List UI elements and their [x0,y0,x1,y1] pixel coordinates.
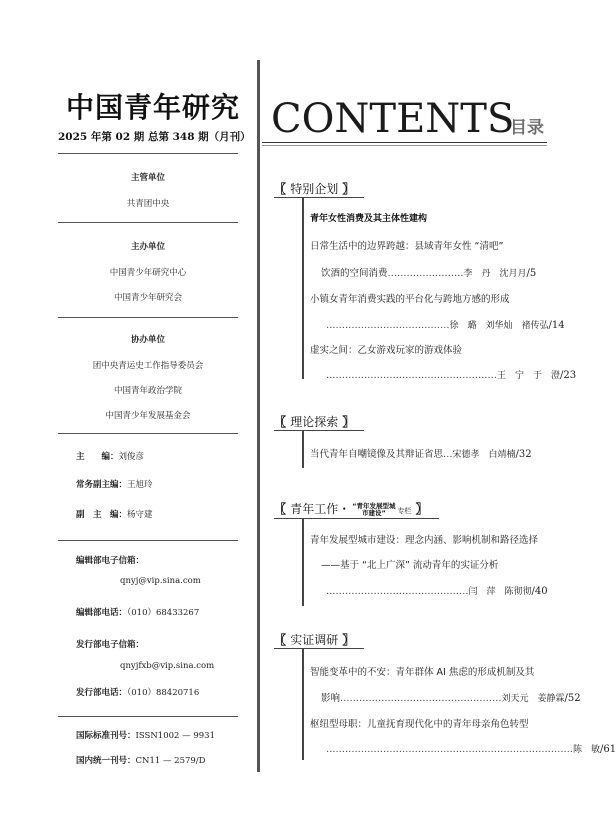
distribution-email[interactable]: qnyjfxb@vip.sina.com [120,661,215,671]
editor-value: 刘俊彦 [118,452,145,462]
section-title[interactable]: 〖 实证调研 〗 [274,633,355,647]
sponsor-label: 主办单位 [130,242,165,252]
section-rule [302,197,304,379]
co-sponsor-block [58,333,238,434]
sponsor-item: 中国青少年研究会 [113,293,182,303]
distribution-phone-value: （010）88420716 [127,688,200,698]
editor-label: 常务副主编： [76,480,128,490]
heading-rule [262,145,547,146]
distribution-email-label: 发行部电子信箱： [76,640,145,650]
distribution-phone [76,686,199,698]
editor-value: 王旭玲 [127,480,153,490]
section-underline [274,648,364,649]
co-sponsor-item: 团中央青运史工作指导委员会 [92,361,204,371]
section-subtopic: 青年女性消费及其主体性建构 [310,214,428,224]
divider [58,153,238,154]
toc-entry[interactable]: 影响……………………………………………刘天元 姜静霖/52 [321,693,581,704]
divider [58,317,238,318]
section-title[interactable]: 〖 理论探索 〗 [274,415,355,429]
issue-line: 2025 年第 02 期 总第 348 期（月刊） [58,131,251,143]
divider [58,222,238,223]
executive-deputy-editor [76,478,153,490]
co-sponsor-item: 中国青少年发展基金会 [105,411,191,421]
toc-entry-title[interactable]: 日常生活中的边界跨越：县域青年女性 “清吧” [310,241,504,252]
cn-label: 国内统一刊号： [76,756,136,766]
heading-rule [262,142,547,143]
toc-entry[interactable]: ………………………………………闫 萍 陈彻彻/40 [326,586,548,597]
editor-in-chief [76,450,144,462]
toc-entry[interactable]: …………………………………徐 璐 刘华灿 褚传弘/14 [326,320,565,331]
supervisor-label: 主管单位 [130,173,165,183]
toc-entry[interactable]: ………………………………………………王 宁 于 澄/23 [326,370,577,381]
editorial-phone-value: （010）68433267 [127,608,200,618]
editorial-email-label: 编辑部电子信箱： [76,556,145,566]
editor-value: 杨守建 [127,510,153,520]
section-rule [302,430,304,468]
toc-entry-title[interactable]: 智能变革中的不安：青年群体 AI 焦虑的形成机制及其 [310,667,535,678]
journal-title: 中国青年研究 [66,91,241,124]
co-sponsor-item: 中国青年政治学院 [113,386,182,396]
toc-entry-title[interactable]: 青年发展型城市建设：理念内涵、影响机制和路径选择 [310,535,539,546]
section-title[interactable]: 〖 青年工作・ “青年发展型城 市建设” 专栏 〗 [274,501,428,517]
sponsor-item: 中国青少年研究中心 [109,268,187,278]
toc-entry-title[interactable]: 枢纽型母职：儿童抚育现代化中的青年母亲角色转型 [310,719,529,730]
supervisor-block [58,171,238,222]
toc-entry-subtitle[interactable]: ——基于 “北上广深” 流动青年的实证分析 [321,560,499,571]
toc-entry-title[interactable]: 小镇女青年消费实践的平台化与跨地方感的形成 [310,294,510,305]
divider [58,540,238,541]
cn-code [76,754,206,766]
section-underline [274,430,364,431]
divider [58,716,238,717]
column-divider [257,60,260,772]
editorial-phone-label: 编辑部电话： [76,608,128,618]
issn-value: ISSN1002 — 9931 [135,731,215,741]
deputy-editor [76,508,153,520]
co-sponsor-label: 协办单位 [130,335,165,345]
section-rule [302,648,304,760]
supervisor-item: 共青团中央 [126,199,170,209]
toc-entry[interactable]: ……………………………………………………………………陈 敏/61 [326,744,616,755]
issn [76,729,215,741]
editor-label: 主 编： [76,452,119,462]
section-rule [302,518,304,606]
editor-label: 副 主 编： [76,510,128,520]
sponsor-block [58,240,238,316]
editorial-email[interactable]: qnyj@vip.sina.com [120,576,201,586]
contents-heading: CONTENTS [271,96,515,142]
section-title[interactable]: 〖 特别企划 〗 [274,182,355,196]
section-underline [274,518,439,519]
section-underline [274,197,364,198]
toc-entry[interactable]: 当代青年自嘲镜像及其辩证省思…宋德孝 白靖楠/32 [310,449,532,460]
distribution-phone-label: 发行部电话： [76,688,128,698]
toc-entry[interactable]: 饮酒的空间消费……………………李 丹 沈月月/5 [321,268,537,279]
column-name: “青年发展型城 市建设” [352,501,396,517]
cn-value: CN11 — 2579/D [135,756,206,766]
toc-entry-title[interactable]: 虚实之间：乙女游戏玩家的游戏体验 [310,345,463,356]
divider [58,433,238,434]
editorial-phone [76,606,199,618]
issn-label: 国际标准刊号： [76,731,136,741]
mulu-heading: 目录 [510,118,544,138]
